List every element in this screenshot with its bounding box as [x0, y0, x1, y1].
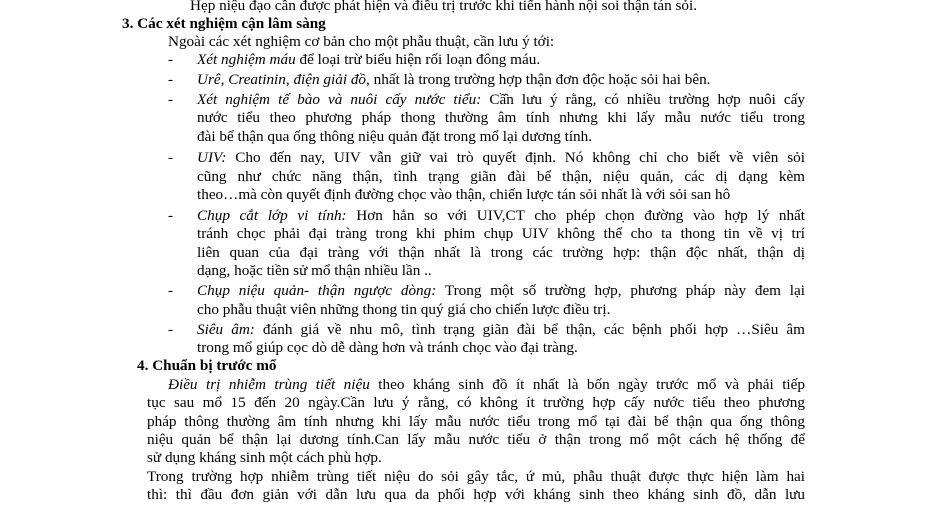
paragraph-line: thì: thì đầu đơn giản với dẫn lưu qua da phối hợp với kháng sinh theo kháng sinh đồ, dẫn lưu	[147, 486, 805, 503]
paragraph-line: niệu quản bể thận lại dương tính.Can lấy mẫu nước tiểu ở thận trong mổ một cách hệ thống để	[147, 431, 805, 448]
list-item-line: nước tiểu theo phương pháp thong thường âm tính nhưng khi lấy mẫu nước tiểu trong	[197, 109, 805, 126]
item-text: Cầ̂n lưu ý rằng, có nhiều trường hợp nuôi cấy	[481, 91, 805, 108]
item-term: Chụp niệu quản- thận ngược dòng:	[197, 282, 437, 299]
list-item-line: trong mổ giúp cọc dò dễ dàng hơn và tránh chọc vào đại tràng.	[197, 339, 578, 356]
paragraph-line: pháp thông thường âm tính nhưng khi lấy mẫu nước tiểu trong mổ tại đài bể thận qua ống thông	[147, 413, 805, 430]
bullet-dash: -	[168, 282, 174, 299]
bullet-dash: -	[168, 207, 174, 224]
item-term: Urê, Creatinin, điện giải đồ,	[197, 71, 370, 88]
list-item-line: liên quan của đại tràng với thận nhất là trong các trường hợp: thận độc nhất, thận dị	[197, 244, 805, 261]
item-text: Cho đến nay, UIV vẫn giữ vai trò quyết định. Nó không chỉ cho biết về viên sỏi	[226, 149, 805, 166]
list-item-line: tránh chọc phải đại tràng trong khi phim chụp UIV không thể cho ta thong tin về vị trí	[197, 225, 805, 242]
item-text: nhất là trong trường hợp thận đơn độc hoặc sỏi hai bên.	[369, 71, 711, 88]
paragraph-line: tục sau mổ 15 đến 20 ngày.Cần lưu ý rằng, có không ít trường hợp cấy nước tiểu theo phương	[147, 394, 805, 411]
bullet-dash: -	[168, 91, 174, 108]
list-item-line: cho phẫu thuật viên những thong tin quý giá cho chiến lược điều trị.	[197, 301, 611, 318]
item-text: đánh giá về nhu mô, tình trạng giãn đài bể thận, các bệnh phối hợp …Siêu âm	[254, 321, 805, 338]
section-3-heading: 3. Các xét nghiệm cận lâm sàng	[122, 15, 326, 32]
item-term: Xét nghiệm máu	[197, 51, 296, 68]
bullet-dash: -	[168, 149, 174, 166]
section-4-paragraph-1	[168, 376, 805, 393]
section-3-lead: Ngoài các xét nghiệm cơ bản cho một phẫu thuật, cần lưu ý tới:	[168, 33, 555, 50]
list-item-line: cũng như chức năng thận, tình trạng giãn đài bể thận, niệu quản, các dị dạng kèm	[197, 168, 805, 185]
paragraph-term: Điều trị nhiễm trùng tiết niệu	[168, 376, 370, 393]
paragraph-text: theo kháng sinh đồ ít nhất là bốn ngày trước mổ và phải tiếp	[369, 376, 805, 393]
bullet-dash: -	[168, 321, 174, 338]
item-term: UIV:	[197, 149, 227, 166]
item-text: để loại trừ biểu hiện rối loạn đông máu.	[295, 51, 541, 68]
item-text: Hơn hẳn so với UIV,CT cho phép chọn đường vào hợp lý nhất	[346, 207, 805, 224]
list-item-uiv	[197, 149, 805, 166]
section-4-paragraph-2: Trong trường hợp nhiễm trùng tiết niệu do sỏi gây tắc, ứ mủ, phẫu thuật được thực hiện làm hai	[147, 468, 805, 485]
item-text: Trong một số trường hợp, phương pháp này đem lại	[436, 282, 805, 299]
bullet-dash: -	[168, 71, 174, 88]
item-term: Chụp cắt lớp vi tính:	[197, 207, 347, 224]
list-item-line: đài bể thận qua ống thông niệu quản đặt trong mổ lại dương tính.	[197, 128, 593, 145]
intro-line: Hẹp niệu đạo cần được phát hiện và điều trị trước khi tiến hành nội soi thận tán sỏi.	[190, 0, 698, 14]
item-term: Siêu âm:	[197, 321, 255, 338]
list-item-ultrasound	[197, 321, 805, 338]
list-item-retrograde	[197, 282, 805, 299]
paragraph-line: sử dụng kháng sinh một cách phù hợp.	[147, 449, 382, 466]
bullet-dash: -	[168, 51, 174, 68]
section-4-heading: 4. Chuẩn bị trước mổ	[137, 357, 277, 374]
list-item-line: theo…mà còn quyết định đường chọc vào thận, chiến lược tán sỏi nhất là với sỏi san hô	[197, 186, 731, 203]
list-item-ct	[197, 207, 805, 224]
list-item-urine-culture	[197, 91, 805, 108]
list-item-urea	[197, 71, 710, 88]
list-item-line: dạng, hoặc tiền sử mổ thận nhiều lần ..	[197, 262, 432, 279]
item-term: Xét nghiệm tế bào và nuôi cấy nước tiểu:	[197, 91, 482, 108]
list-item-blood-test	[197, 51, 540, 68]
